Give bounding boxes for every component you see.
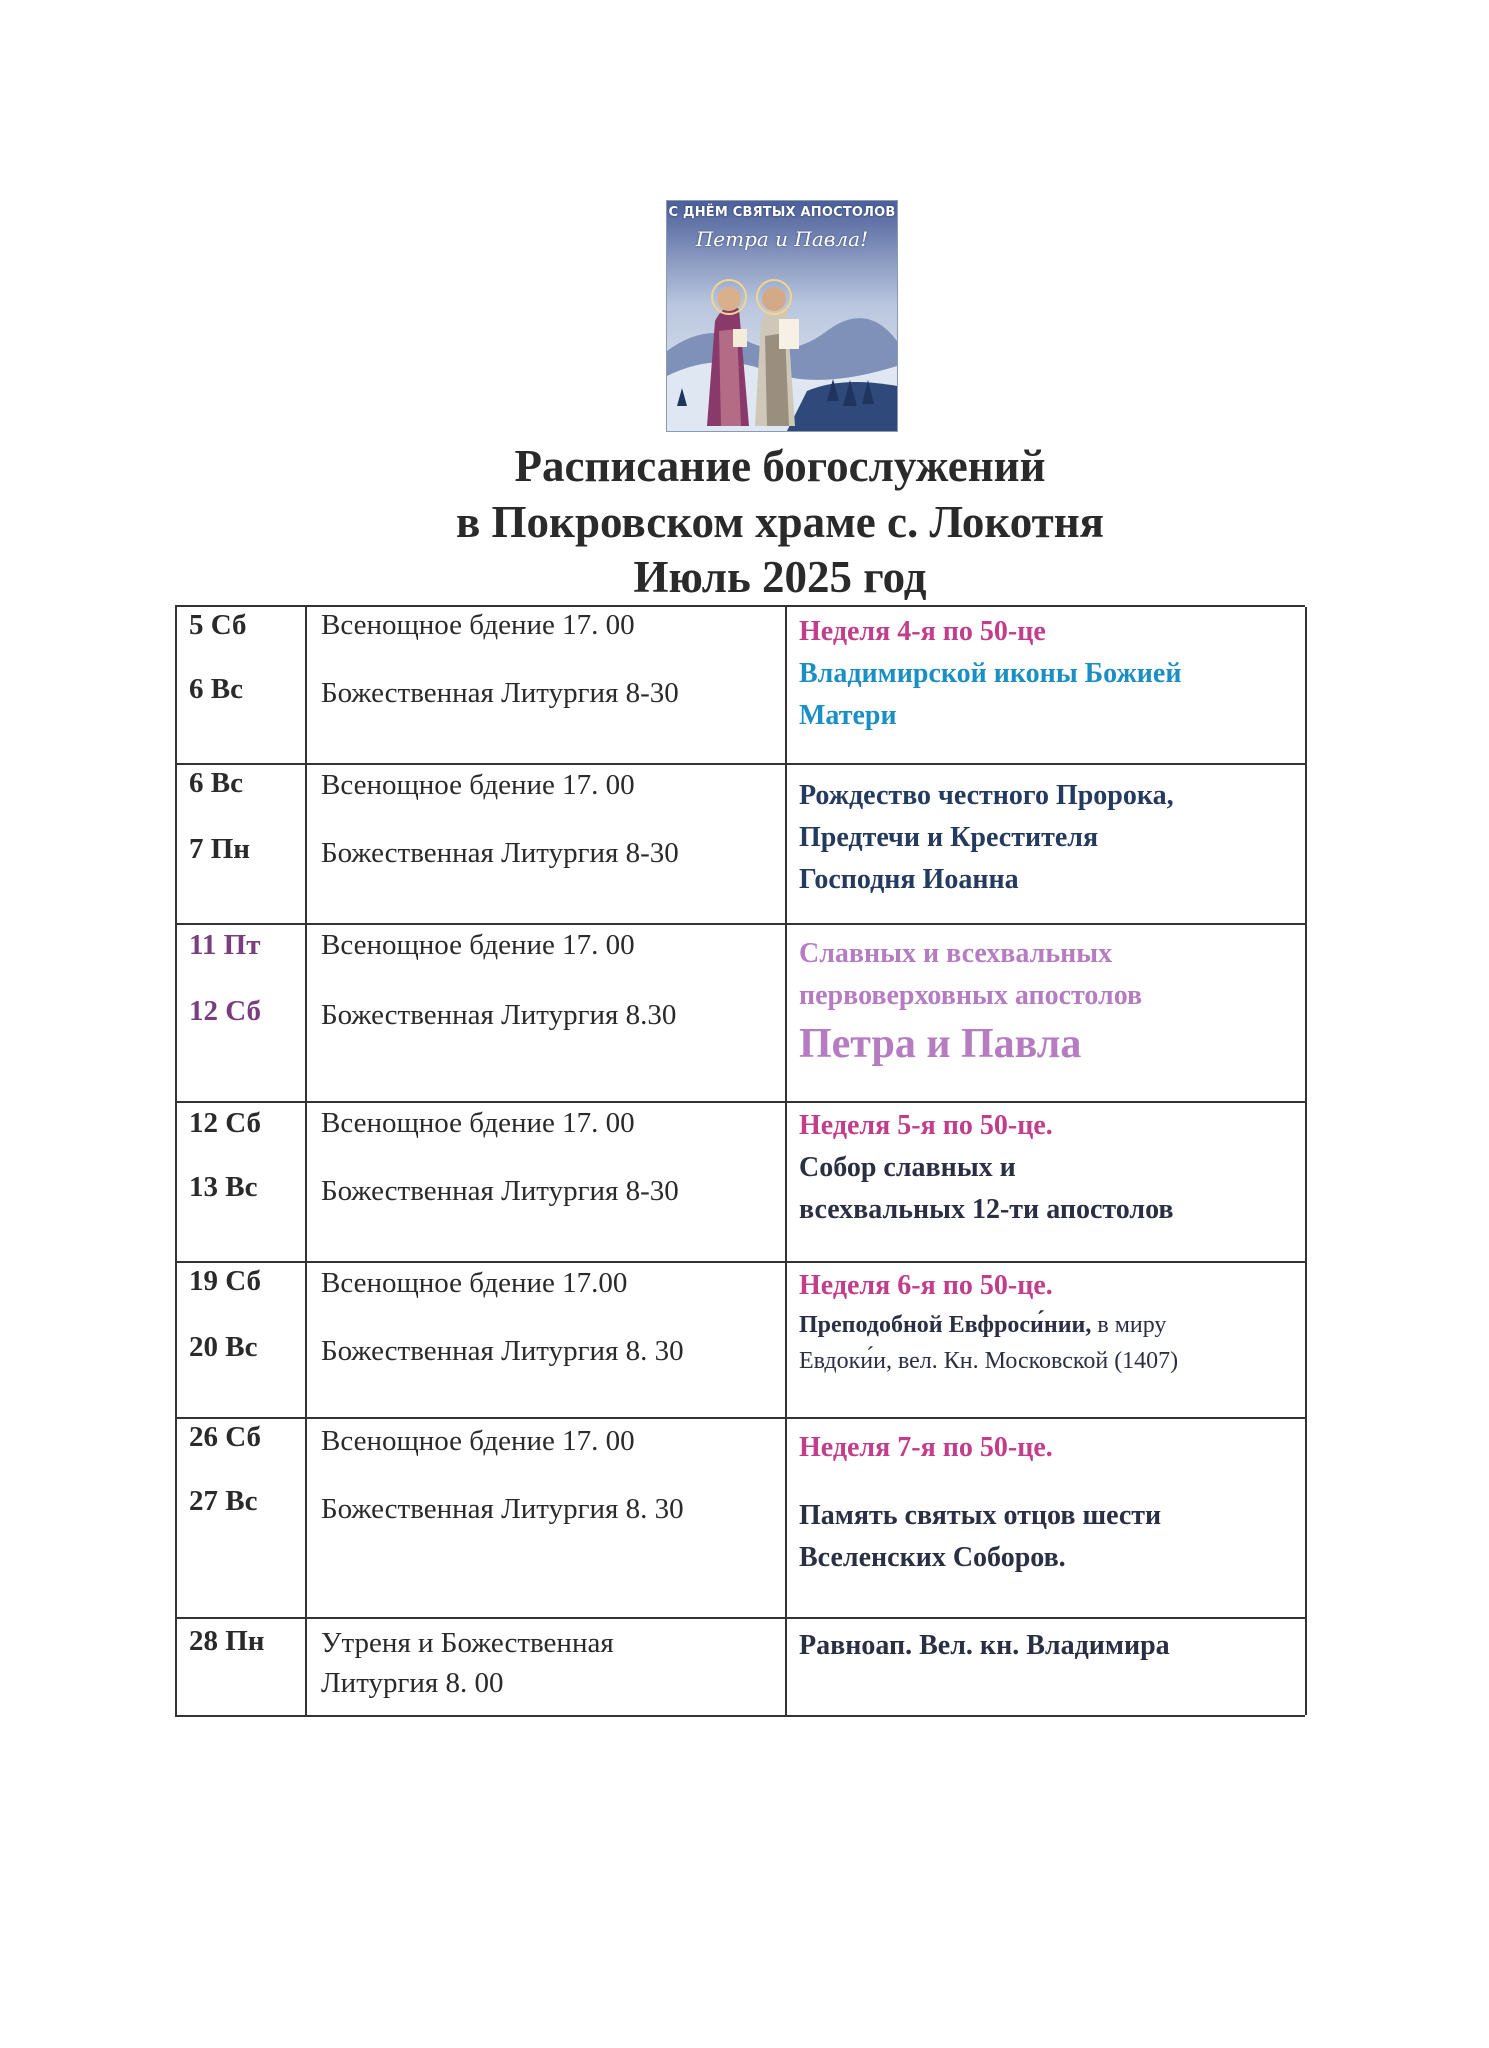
schedule-table [175,605,1305,1715]
apostles-greeting-card-image [666,200,898,432]
table-row [175,1101,1305,1263]
date-label: 26 Сб [189,1421,262,1453]
service-label: Всенощное бдение 17. 00 [321,769,635,801]
card-caption-top: С ДНЁМ СВЯТЫХ АПОСТОЛОВ [668,205,896,220]
date-label: 11 Пт [189,929,261,961]
date-label: 13 Вс [189,1171,258,1203]
date-label: 20 Вс [189,1331,258,1363]
feast-cell [785,1263,1307,1419]
feast-saint [799,1343,1297,1379]
date-label: 6 Вс [189,673,243,705]
services-cell [305,765,787,925]
service-label: Божественная Литургия 8. 30 [321,1493,684,1525]
feast-text [799,775,1297,901]
date-cell [175,607,307,765]
services-cell [305,925,787,1103]
services-cell [305,1103,787,1263]
table-row [175,923,1305,1103]
date-cell [175,1103,307,1263]
feast-text [799,1625,1297,1667]
date-cell [175,765,307,925]
service-label: Всенощное бдение 17. 00 [321,929,635,961]
table-row [175,605,1305,765]
feast-cell [785,1619,1307,1715]
feast-week: Неделя 6-я по 50-це. [799,1270,1053,1301]
services-cell [305,1263,787,1419]
feast-name: Собор славных и [799,1152,1016,1183]
feast-name: Рождество честного Пророка, [799,780,1174,811]
service-label: Божественная Литургия 8-30 [321,837,679,869]
feast-cell [785,607,1307,765]
date-label: 6 Вс [189,767,243,799]
feast-text [799,1427,1297,1579]
page-title: Расписание богослужений [514,441,1046,491]
service-label: Божественная Литургия 8-30 [321,1175,679,1207]
service-label: Божественная Литургия 8-30 [321,677,679,709]
feast-saint [799,1307,1297,1343]
service-label: Всенощное бдение 17. 00 [321,1107,635,1139]
feast-name: Славных и всехвальных [799,938,1113,969]
date-cell [175,1419,307,1619]
table-row [175,1617,1305,1717]
service-label: Литургия 8. 00 [321,1667,504,1699]
feast-cell [785,1103,1307,1263]
feast-week: Неделя 5-я по 50-це. [799,1110,1053,1141]
table-row [175,1261,1305,1419]
date-label: 12 Сб [189,995,262,1027]
feast-name: первоверховных апостолов [799,980,1143,1011]
feast-name: Память святых отцов шести [799,1500,1162,1531]
service-label: Утреня и Божественная [321,1627,614,1659]
feast-text [799,1265,1297,1379]
page-subtitle-church: в Покровском храме с. Локотня [456,497,1104,547]
feast-name: Предтечи и Крестителя [799,822,1099,853]
feast-week: Неделя 4-я по 50-це [799,616,1046,647]
services-cell [305,607,787,765]
feast-text [799,1105,1297,1231]
date-cell [175,925,307,1103]
feast-cell [785,765,1307,925]
feast-saint-note: в миру [1091,1312,1167,1338]
feast-saint-name: Преподобной Евфроси́нии, [799,1312,1092,1338]
table-row [175,763,1305,925]
feast-name: Владимирской иконы Божией [799,658,1182,689]
date-label: 19 Сб [189,1265,262,1297]
card-caption-script: Петра и Павла! [695,227,869,251]
feast-name-emphasis: Петра и Павла [799,1021,1082,1067]
feast-text [799,933,1297,1071]
feast-saint-note: Евдоки́и, вел. Кн. Московской (1407) [799,1348,1179,1374]
feast-week: Неделя 7-я по 50-це. [799,1432,1053,1463]
feast-text [799,611,1297,737]
page-subtitle-month: Июль 2025 год [633,552,927,602]
feast-name: Равноап. Вел. кн. Владимира [799,1630,1170,1661]
feast-name: Господня Иоанна [799,864,1019,895]
date-cell [175,1263,307,1419]
service-label: Всенощное бдение 17. 00 [321,609,635,641]
date-label: 12 Сб [189,1107,262,1139]
date-label: 7 Пн [189,833,251,865]
table-row [175,1417,1305,1619]
service-label: Божественная Литургия 8. 30 [321,1335,684,1367]
feast-name: Вселенских Соборов. [799,1542,1066,1573]
feast-cell [785,925,1307,1103]
feast-cell [785,1419,1307,1619]
feast-name: всехвальных 12-ти апостолов [799,1194,1174,1225]
feast-name: Матери [799,700,897,731]
date-label: 28 Пн [189,1625,265,1657]
services-cell [305,1419,787,1619]
date-label: 5 Сб [189,609,247,641]
service-label: Божественная Литургия 8.30 [321,999,677,1031]
service-label: Всенощное бдение 17.00 [321,1267,628,1299]
date-cell [175,1619,307,1715]
service-label: Всенощное бдение 17. 00 [321,1425,635,1457]
date-label: 27 Вс [189,1485,258,1517]
services-cell [305,1619,787,1715]
